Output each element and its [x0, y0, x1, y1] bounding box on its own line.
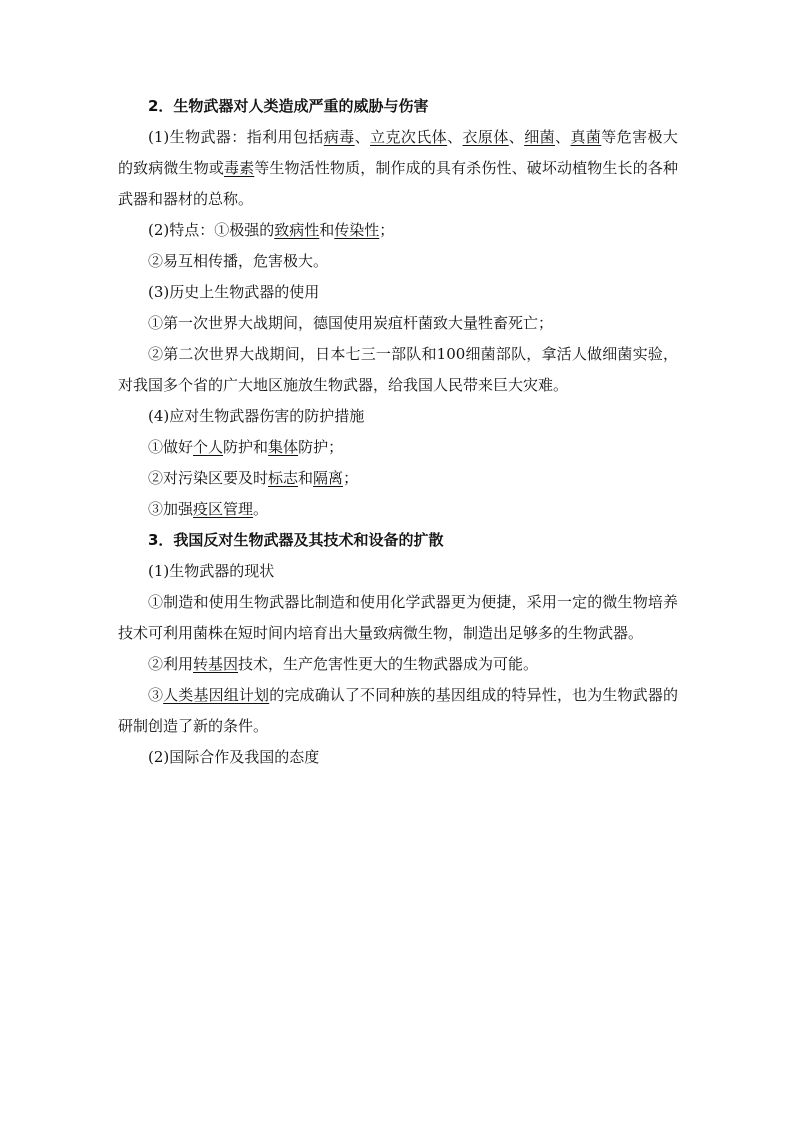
underlined-term: 细菌	[524, 128, 556, 146]
text-segment: (1)生物武器：指利用包括	[148, 128, 324, 146]
underlined-term: 标志	[268, 469, 299, 487]
underlined-term: 立克次氏体	[370, 128, 448, 146]
text-segment: 、	[555, 128, 571, 146]
text-segment: ①做好	[148, 438, 194, 456]
text-segment: ③加强	[148, 500, 194, 518]
paragraph-characteristics	[118, 215, 678, 246]
paragraph-wwi: ①第一次世界大战期间，德国使用炭疽杆菌致大量牲畜死亡；	[148, 314, 554, 332]
paragraph-bioweapon-definition	[118, 122, 678, 215]
underlined-term: 致病性	[274, 221, 320, 239]
paragraph-protection-heading: (4)应对生物武器伤害的防护措施	[148, 407, 365, 425]
text-segment: 的完成确认了不同种族的基因组成的特异性，也为生物武器的研制创造了新的条件。	[118, 686, 678, 735]
text-segment: 、	[354, 128, 371, 146]
underlined-term: 病毒	[323, 128, 355, 146]
paragraph-convenience: ①制造和使用生物武器比制造和使用化学武器更为便捷，采用一定的微生物培养技术可利用菌株在短时间内培育出大量致病微生物，制造出足够多的生物武器。	[118, 593, 678, 642]
text-segment: ②利用	[148, 655, 194, 673]
text-segment: ；	[379, 221, 395, 239]
paragraph-contamination-zone	[118, 463, 678, 494]
paragraph-easy-spread: ②易互相传播，危害极大。	[148, 252, 329, 270]
underlined-term: 个人	[193, 438, 224, 456]
text-segment: 、	[447, 128, 463, 146]
text-segment: ③	[148, 686, 164, 704]
text-segment: (2)特点：①极强的	[148, 221, 275, 239]
underlined-term: 传染性	[334, 221, 380, 239]
document-page	[118, 91, 678, 773]
text-segment: 。	[253, 500, 269, 518]
text-segment: 防护；	[298, 438, 344, 456]
text-segment: 和	[319, 221, 335, 239]
text-segment: 等危害极大的致病微生物或	[118, 128, 678, 177]
text-segment: 等生物活性物质，制作成的具有杀伤性、破坏动植物生长的各种武器和器材的总称。	[118, 159, 678, 208]
text-segment: 技术，生产危害性更大的生物武器成为可能。	[238, 655, 539, 673]
paragraph-genome-project	[118, 680, 678, 742]
paragraph-history-heading: (3)历史上生物武器的使用	[148, 283, 320, 301]
paragraph-transgenic	[118, 649, 678, 680]
text-segment: 、	[508, 128, 525, 146]
paragraph-status-heading: (1)生物武器的现状	[148, 562, 275, 580]
text-segment: 防护和	[223, 438, 269, 456]
paragraph-personal-protection	[118, 432, 678, 463]
underlined-term: 衣原体	[462, 128, 509, 146]
paragraph-wwii: ②第二次世界大战期间，日本七三一部队和100细菌部队，拿活人做细菌实验，对我国多个省的广大地区施放生物武器，给我国人民带来巨大灾难。	[118, 345, 678, 394]
section-2-heading: 2．生物武器对人类造成严重的威胁与伤害	[148, 97, 429, 115]
text-segment: ；	[343, 469, 359, 487]
text-segment: 和	[298, 469, 314, 487]
section-3-heading: 3．我国反对生物武器及其技术和设备的扩散	[148, 531, 444, 549]
underlined-term: 毒素	[223, 159, 255, 177]
text-segment: ②对污染区要及时	[148, 469, 269, 487]
underlined-term: 集体	[268, 438, 299, 456]
paragraph-international-cooperation: (2)国际合作及我国的态度	[148, 748, 320, 766]
underlined-term: 疫区管理	[193, 500, 254, 518]
underlined-term: 人类基因组计划	[163, 686, 270, 704]
underlined-term: 转基因	[193, 655, 239, 673]
underlined-term: 隔离	[313, 469, 344, 487]
underlined-term: 真菌	[570, 128, 602, 146]
paragraph-epidemic-management	[118, 494, 678, 525]
